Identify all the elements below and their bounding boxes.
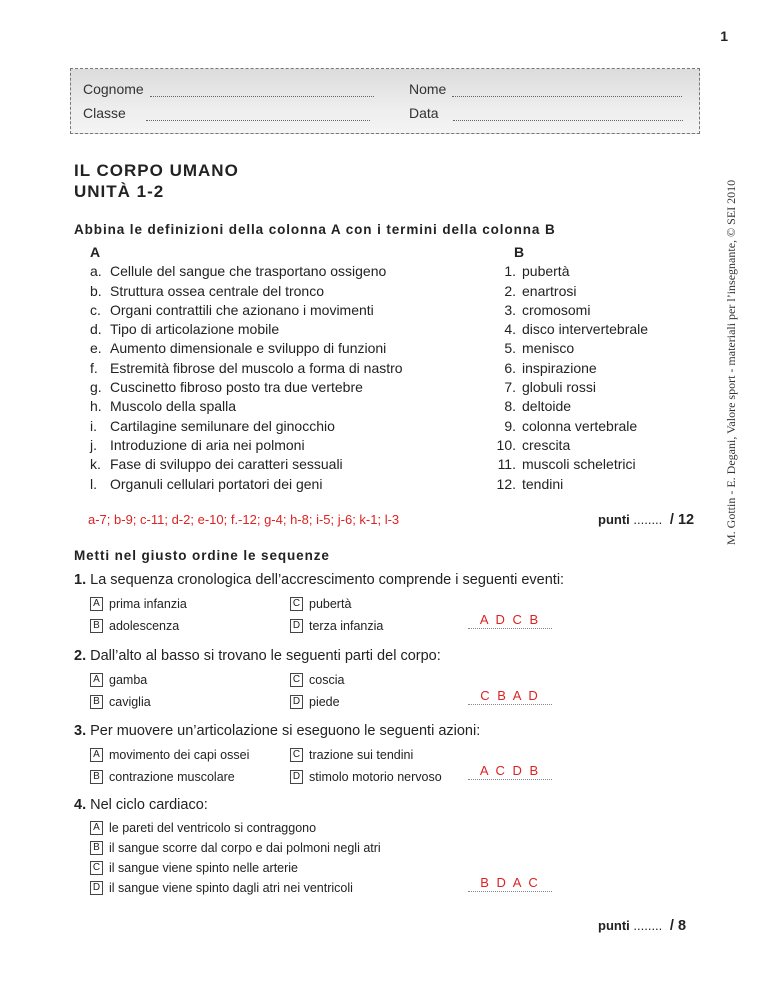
item-text: Struttura ossea centrale del tronco bbox=[110, 282, 325, 299]
item-text: inspirazione bbox=[522, 359, 597, 376]
student-info-box bbox=[70, 68, 700, 134]
item-text: Muscolo della spalla bbox=[110, 398, 237, 415]
option-letter-box: D bbox=[90, 881, 103, 895]
question-number: 2. bbox=[74, 648, 87, 664]
option-letter-box: A bbox=[90, 821, 103, 835]
item-text: crescita bbox=[522, 436, 571, 453]
option-letter-box: C bbox=[290, 673, 303, 687]
option-d[interactable] bbox=[90, 881, 353, 895]
cognome-line bbox=[150, 84, 374, 97]
option-d[interactable] bbox=[290, 770, 442, 784]
question-number: 4. bbox=[74, 797, 87, 813]
list-item bbox=[90, 455, 403, 474]
item-key: 3. bbox=[504, 301, 516, 318]
option-letter-box: B bbox=[90, 841, 103, 855]
option-text: le pareti del ventricolo si contraggono bbox=[109, 821, 317, 835]
side-credit: M. Gottin - E. Degani, Valore sport - materiali per l’insegnante, © SEI 2010 bbox=[724, 179, 738, 545]
item-text: cromosomi bbox=[522, 301, 591, 318]
option-text: trazione sui tendini bbox=[309, 748, 414, 762]
item-text: colonna vertebrale bbox=[522, 417, 638, 434]
list-item bbox=[486, 262, 648, 281]
option-text: caviglia bbox=[109, 695, 151, 709]
item-text: Organuli cellulari portatori dei geni bbox=[110, 475, 323, 492]
punti-dots: ........ bbox=[633, 918, 663, 933]
item-key: 4. bbox=[504, 321, 516, 338]
option-d[interactable] bbox=[290, 619, 383, 633]
option-b[interactable] bbox=[90, 619, 179, 633]
item-key: e. bbox=[90, 340, 102, 357]
answer-field[interactable]: A C D B bbox=[468, 763, 552, 780]
nome-line bbox=[452, 84, 682, 97]
item-key: 2. bbox=[504, 282, 516, 299]
list-item bbox=[90, 262, 403, 281]
item-key: g. bbox=[90, 379, 102, 396]
item-text: Cartilagine semilunare del ginocchio bbox=[110, 417, 335, 434]
option-a[interactable] bbox=[90, 748, 249, 762]
item-key: d. bbox=[90, 321, 102, 338]
option-b[interactable] bbox=[90, 695, 151, 709]
cognome-field[interactable] bbox=[83, 81, 374, 97]
punti-total: / 8 bbox=[669, 918, 687, 934]
item-key: a. bbox=[90, 263, 102, 280]
item-key: 1. bbox=[504, 263, 516, 280]
column-b-header: B bbox=[514, 244, 525, 260]
item-key: 5. bbox=[504, 340, 516, 357]
item-key: 6. bbox=[504, 359, 516, 376]
option-text: contrazione muscolare bbox=[109, 770, 235, 784]
list-item bbox=[486, 378, 648, 397]
option-letter-box: B bbox=[90, 770, 103, 784]
item-key: 11. bbox=[497, 456, 516, 473]
item-key: 7. bbox=[504, 379, 516, 396]
list-item bbox=[486, 301, 648, 320]
section1-answer: a-7; b-9; c-11; d-2; e-10; f.-12; g-4; h-8; i-5; j-6; k-1; l-3 bbox=[88, 512, 400, 527]
item-text: Estremità fibrose del muscolo a forma di nastro bbox=[110, 359, 403, 376]
list-item bbox=[90, 359, 403, 378]
data-line bbox=[453, 108, 683, 121]
cognome-label: Cognome bbox=[83, 81, 144, 97]
question-number: 3. bbox=[74, 723, 87, 739]
option-text: movimento dei capi ossei bbox=[109, 748, 250, 762]
item-text: Fase di sviluppo dei caratteri sessuali bbox=[110, 456, 343, 473]
page-number: 1 bbox=[720, 28, 728, 44]
option-c[interactable] bbox=[290, 673, 344, 687]
title-line-2: UNITÀ 1-2 bbox=[74, 182, 165, 201]
item-key: k. bbox=[90, 456, 101, 473]
list-item bbox=[486, 397, 648, 416]
list-item bbox=[90, 320, 403, 339]
question-3 bbox=[74, 723, 480, 739]
column-a-header: A bbox=[90, 244, 101, 260]
list-item bbox=[90, 282, 403, 301]
item-key: c. bbox=[90, 301, 101, 318]
list-item bbox=[90, 436, 403, 455]
item-key: 10. bbox=[496, 436, 516, 453]
item-key: h. bbox=[90, 398, 102, 415]
punti-label: punti bbox=[598, 512, 630, 527]
item-text: muscoli scheletrici bbox=[522, 456, 636, 473]
data-field[interactable] bbox=[409, 105, 683, 121]
list-item bbox=[486, 455, 648, 474]
option-c[interactable] bbox=[90, 861, 298, 875]
section1-heading: Abbina le definizioni della colonna A con i termini della colonna B bbox=[74, 222, 556, 237]
item-text: Cellule del sangue che trasportano ossigeno bbox=[110, 263, 387, 280]
nome-field[interactable] bbox=[409, 81, 682, 97]
option-letter-box: B bbox=[90, 695, 103, 709]
list-item bbox=[486, 475, 648, 494]
option-c[interactable] bbox=[290, 597, 351, 611]
classe-field[interactable] bbox=[83, 105, 370, 121]
question-1 bbox=[74, 572, 564, 588]
option-text: il sangue viene spinto nelle arterie bbox=[109, 861, 299, 875]
list-item bbox=[486, 359, 648, 378]
item-key: b. bbox=[90, 282, 102, 299]
item-key: f. bbox=[90, 359, 98, 376]
list-item bbox=[486, 282, 648, 301]
option-letter-box: A bbox=[90, 597, 103, 611]
item-text: menisco bbox=[522, 340, 575, 357]
list-item bbox=[90, 339, 403, 358]
item-key: 8. bbox=[504, 398, 516, 415]
option-text: piede bbox=[309, 695, 340, 709]
answer-field[interactable]: A D C B bbox=[468, 612, 552, 629]
classe-line bbox=[146, 108, 370, 121]
page-title bbox=[74, 160, 239, 202]
item-text: tendini bbox=[522, 475, 564, 492]
option-a[interactable] bbox=[90, 821, 316, 835]
section2-heading: Metti nel giusto ordine le sequenze bbox=[74, 548, 330, 563]
answer-field[interactable]: C B A D bbox=[468, 688, 552, 705]
item-text: pubertà bbox=[522, 263, 570, 280]
item-key: 12. bbox=[496, 475, 516, 492]
option-a[interactable] bbox=[90, 673, 147, 687]
item-text: globuli rossi bbox=[522, 379, 596, 396]
item-key: l. bbox=[90, 475, 97, 492]
option-text: terza infanzia bbox=[309, 619, 384, 633]
data-label: Data bbox=[409, 105, 439, 121]
answer-field[interactable]: B D A C bbox=[468, 875, 552, 892]
question-4 bbox=[74, 797, 208, 813]
option-text: prima infanzia bbox=[109, 597, 187, 611]
list-item bbox=[90, 417, 403, 436]
option-text: pubertà bbox=[309, 597, 352, 611]
option-letter-box: D bbox=[290, 619, 303, 633]
question-text: Per muovere un’articolazione si eseguono le seguenti azioni: bbox=[90, 723, 481, 739]
item-text: enartrosi bbox=[522, 282, 577, 299]
list-item bbox=[90, 397, 403, 416]
question-text: La sequenza cronologica dell’accrescimento comprende i seguenti eventi: bbox=[90, 572, 565, 588]
list-item bbox=[90, 475, 403, 494]
question-number: 1. bbox=[74, 572, 87, 588]
option-text: gamba bbox=[109, 673, 148, 687]
question-text: Nel ciclo cardiaco: bbox=[90, 797, 208, 813]
option-text: adolescenza bbox=[109, 619, 180, 633]
option-letter-box: D bbox=[290, 695, 303, 709]
option-text: il sangue viene spinto dagli atri nei ventricoli bbox=[109, 881, 353, 895]
option-letter-box: A bbox=[90, 748, 103, 762]
item-text: Tipo di articolazione mobile bbox=[110, 321, 280, 338]
question-text: Dall’alto al basso si trovano le seguenti parti del corpo: bbox=[90, 648, 441, 664]
item-key: 9. bbox=[504, 417, 516, 434]
option-a[interactable] bbox=[90, 597, 187, 611]
option-c[interactable] bbox=[290, 748, 413, 762]
item-text: Organi contrattili che azionano i movimenti bbox=[110, 301, 374, 318]
punti-total: / 12 bbox=[669, 512, 695, 528]
item-text: deltoide bbox=[522, 398, 572, 415]
section1-score bbox=[598, 512, 694, 528]
title-line-1: IL CORPO UMANO bbox=[74, 161, 239, 180]
option-text: stimolo motorio nervoso bbox=[309, 770, 442, 784]
option-text: il sangue scorre dal corpo e dai polmoni negli atri bbox=[109, 841, 381, 855]
option-text: coscia bbox=[309, 673, 345, 687]
column-b bbox=[486, 243, 648, 494]
item-key: j. bbox=[90, 436, 97, 453]
option-letter-box: C bbox=[290, 597, 303, 611]
option-b[interactable] bbox=[90, 841, 381, 855]
question-2 bbox=[74, 648, 441, 664]
option-letter-box: C bbox=[90, 861, 103, 875]
list-item bbox=[90, 301, 403, 320]
item-text: disco intervertebrale bbox=[522, 321, 649, 338]
option-letter-box: D bbox=[290, 770, 303, 784]
punti-label: punti bbox=[598, 918, 630, 933]
list-item bbox=[486, 339, 648, 358]
item-text: Cuscinetto fibroso posto tra due vertebre bbox=[110, 379, 363, 396]
list-item bbox=[90, 378, 403, 397]
column-a bbox=[90, 243, 403, 494]
option-letter-box: C bbox=[290, 748, 303, 762]
option-b[interactable] bbox=[90, 770, 235, 784]
list-item bbox=[486, 417, 648, 436]
item-text: Introduzione di aria nei polmoni bbox=[110, 436, 305, 453]
option-letter-box: A bbox=[90, 673, 103, 687]
option-d[interactable] bbox=[290, 695, 340, 709]
punti-dots: ........ bbox=[633, 512, 663, 527]
item-text: Aumento dimensionale e sviluppo di funzioni bbox=[110, 340, 387, 357]
list-item bbox=[486, 436, 648, 455]
nome-label: Nome bbox=[409, 81, 447, 97]
list-item bbox=[486, 320, 648, 339]
option-letter-box: B bbox=[90, 619, 103, 633]
classe-label: Classe bbox=[83, 105, 126, 121]
item-key: i. bbox=[90, 417, 97, 434]
section2-score bbox=[598, 918, 686, 934]
